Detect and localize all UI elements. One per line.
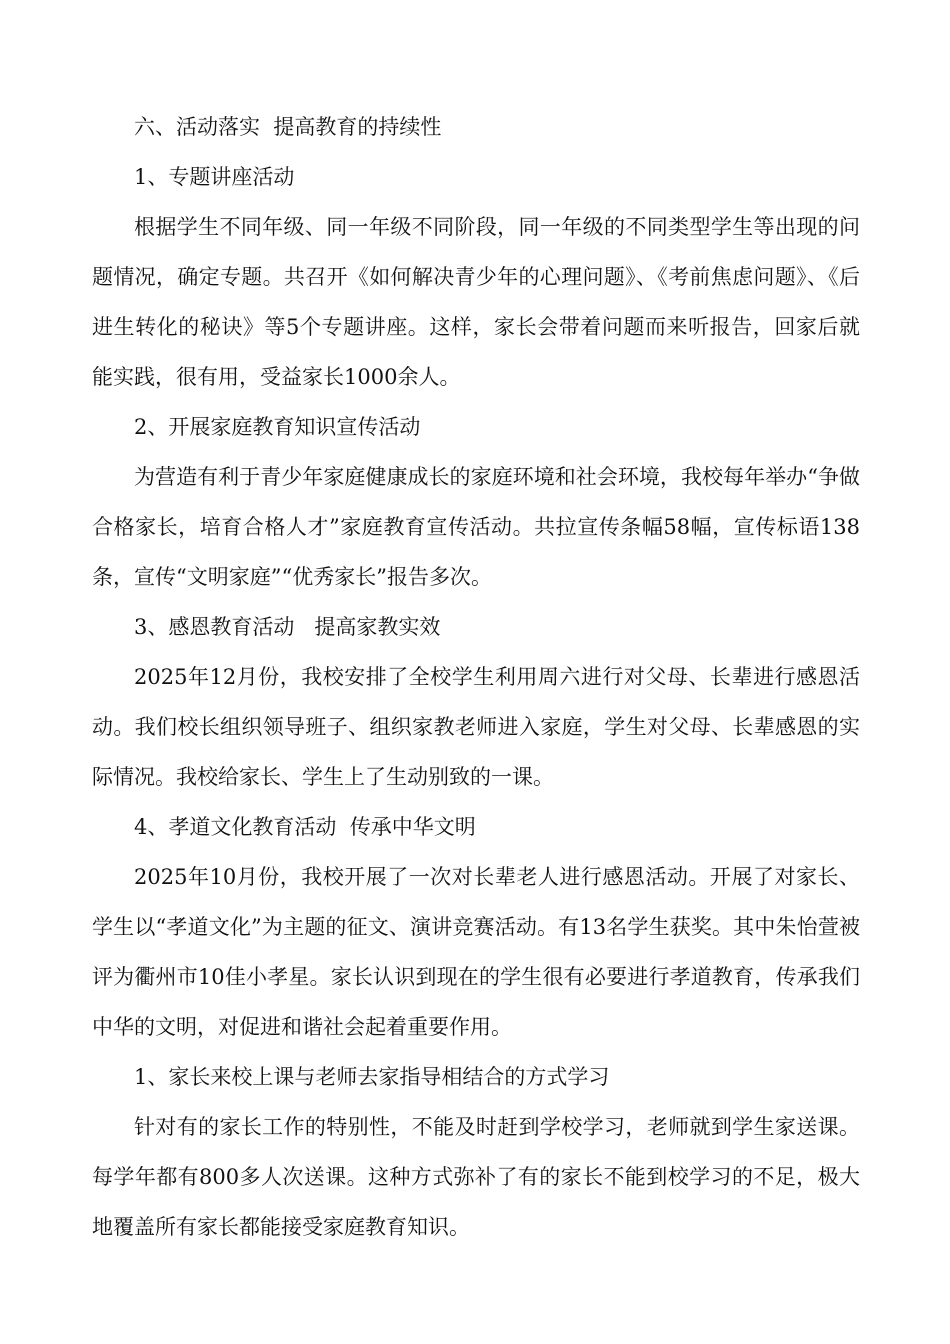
subheading-gratitude-education: 3、感恩教育活动 提高家教实效 bbox=[134, 615, 441, 639]
paragraph-home-visit-learning: 针对有的家长工作的特别性，不能及时赶到学校学习，老师就到学生家送课。每学年都有800多人次送课。这种方式弥补了有的家长不能到校学习的不足，极大地覆盖所有家长都能接受家庭教育知识。 bbox=[92, 1115, 860, 1239]
document-body bbox=[92, 102, 860, 1252]
subheading-filial-piety-culture: 4、孝道文化教育活动 传承中华文明 bbox=[134, 815, 476, 839]
paragraph-publicity-activities: 为营造有利于青少年家庭健康成长的家庭环境和社会环境，我校每年举办“争做合格家长，培育合格人才”家庭教育宣传活动。共拉宣传条幅58幅，宣传标语138条，宣传“文明家庭”“优秀家长”报告多次。 bbox=[92, 465, 860, 589]
subheading-lecture-activities: 1、专题讲座活动 bbox=[134, 165, 295, 189]
subheading-home-visit-learning: 1、家长来校上课与老师去家指导相结合的方式学习 bbox=[134, 1065, 610, 1089]
paragraph-lecture-activities: 根据学生不同年级、同一年级不同阶段，同一年级的不同类型学生等出现的问题情况，确定专题。共召开《如何解决青少年的心理问题》、《考前焦虑问题》、《后进生转化的秘诀》等5个专题讲座。这样，家长会带着问题而来听报告，回家后就能实践，很有用，受益家长1000余人。 bbox=[92, 215, 860, 389]
paragraph-filial-piety-culture: 2025年10月份，我校开展了一次对长辈老人进行感恩活动。开展了对家长、学生以“孝道文化”为主题的征文、演讲竞赛活动。有13名学生获奖。其中朱怡萱被评为衢州市10佳小孝星。家长认识到现在的学生很有必要进行孝道教育，传承我们中华的文明，对促进和谐社会起着重要作用。 bbox=[92, 865, 860, 1039]
subheading-publicity-activities: 2、开展家庭教育知识宣传活动 bbox=[134, 415, 421, 439]
paragraph-gratitude-education: 2025年12月份，我校安排了全校学生利用周六进行对父母、长辈进行感恩活动。我们校长组织领导班子、组织家教老师进入家庭，学生对父母、长辈感恩的实际情况。我校给家长、学生上了生动别致的一课。 bbox=[92, 665, 860, 789]
section-heading-6: 六、活动落实 提高教育的持续性 bbox=[134, 115, 442, 139]
